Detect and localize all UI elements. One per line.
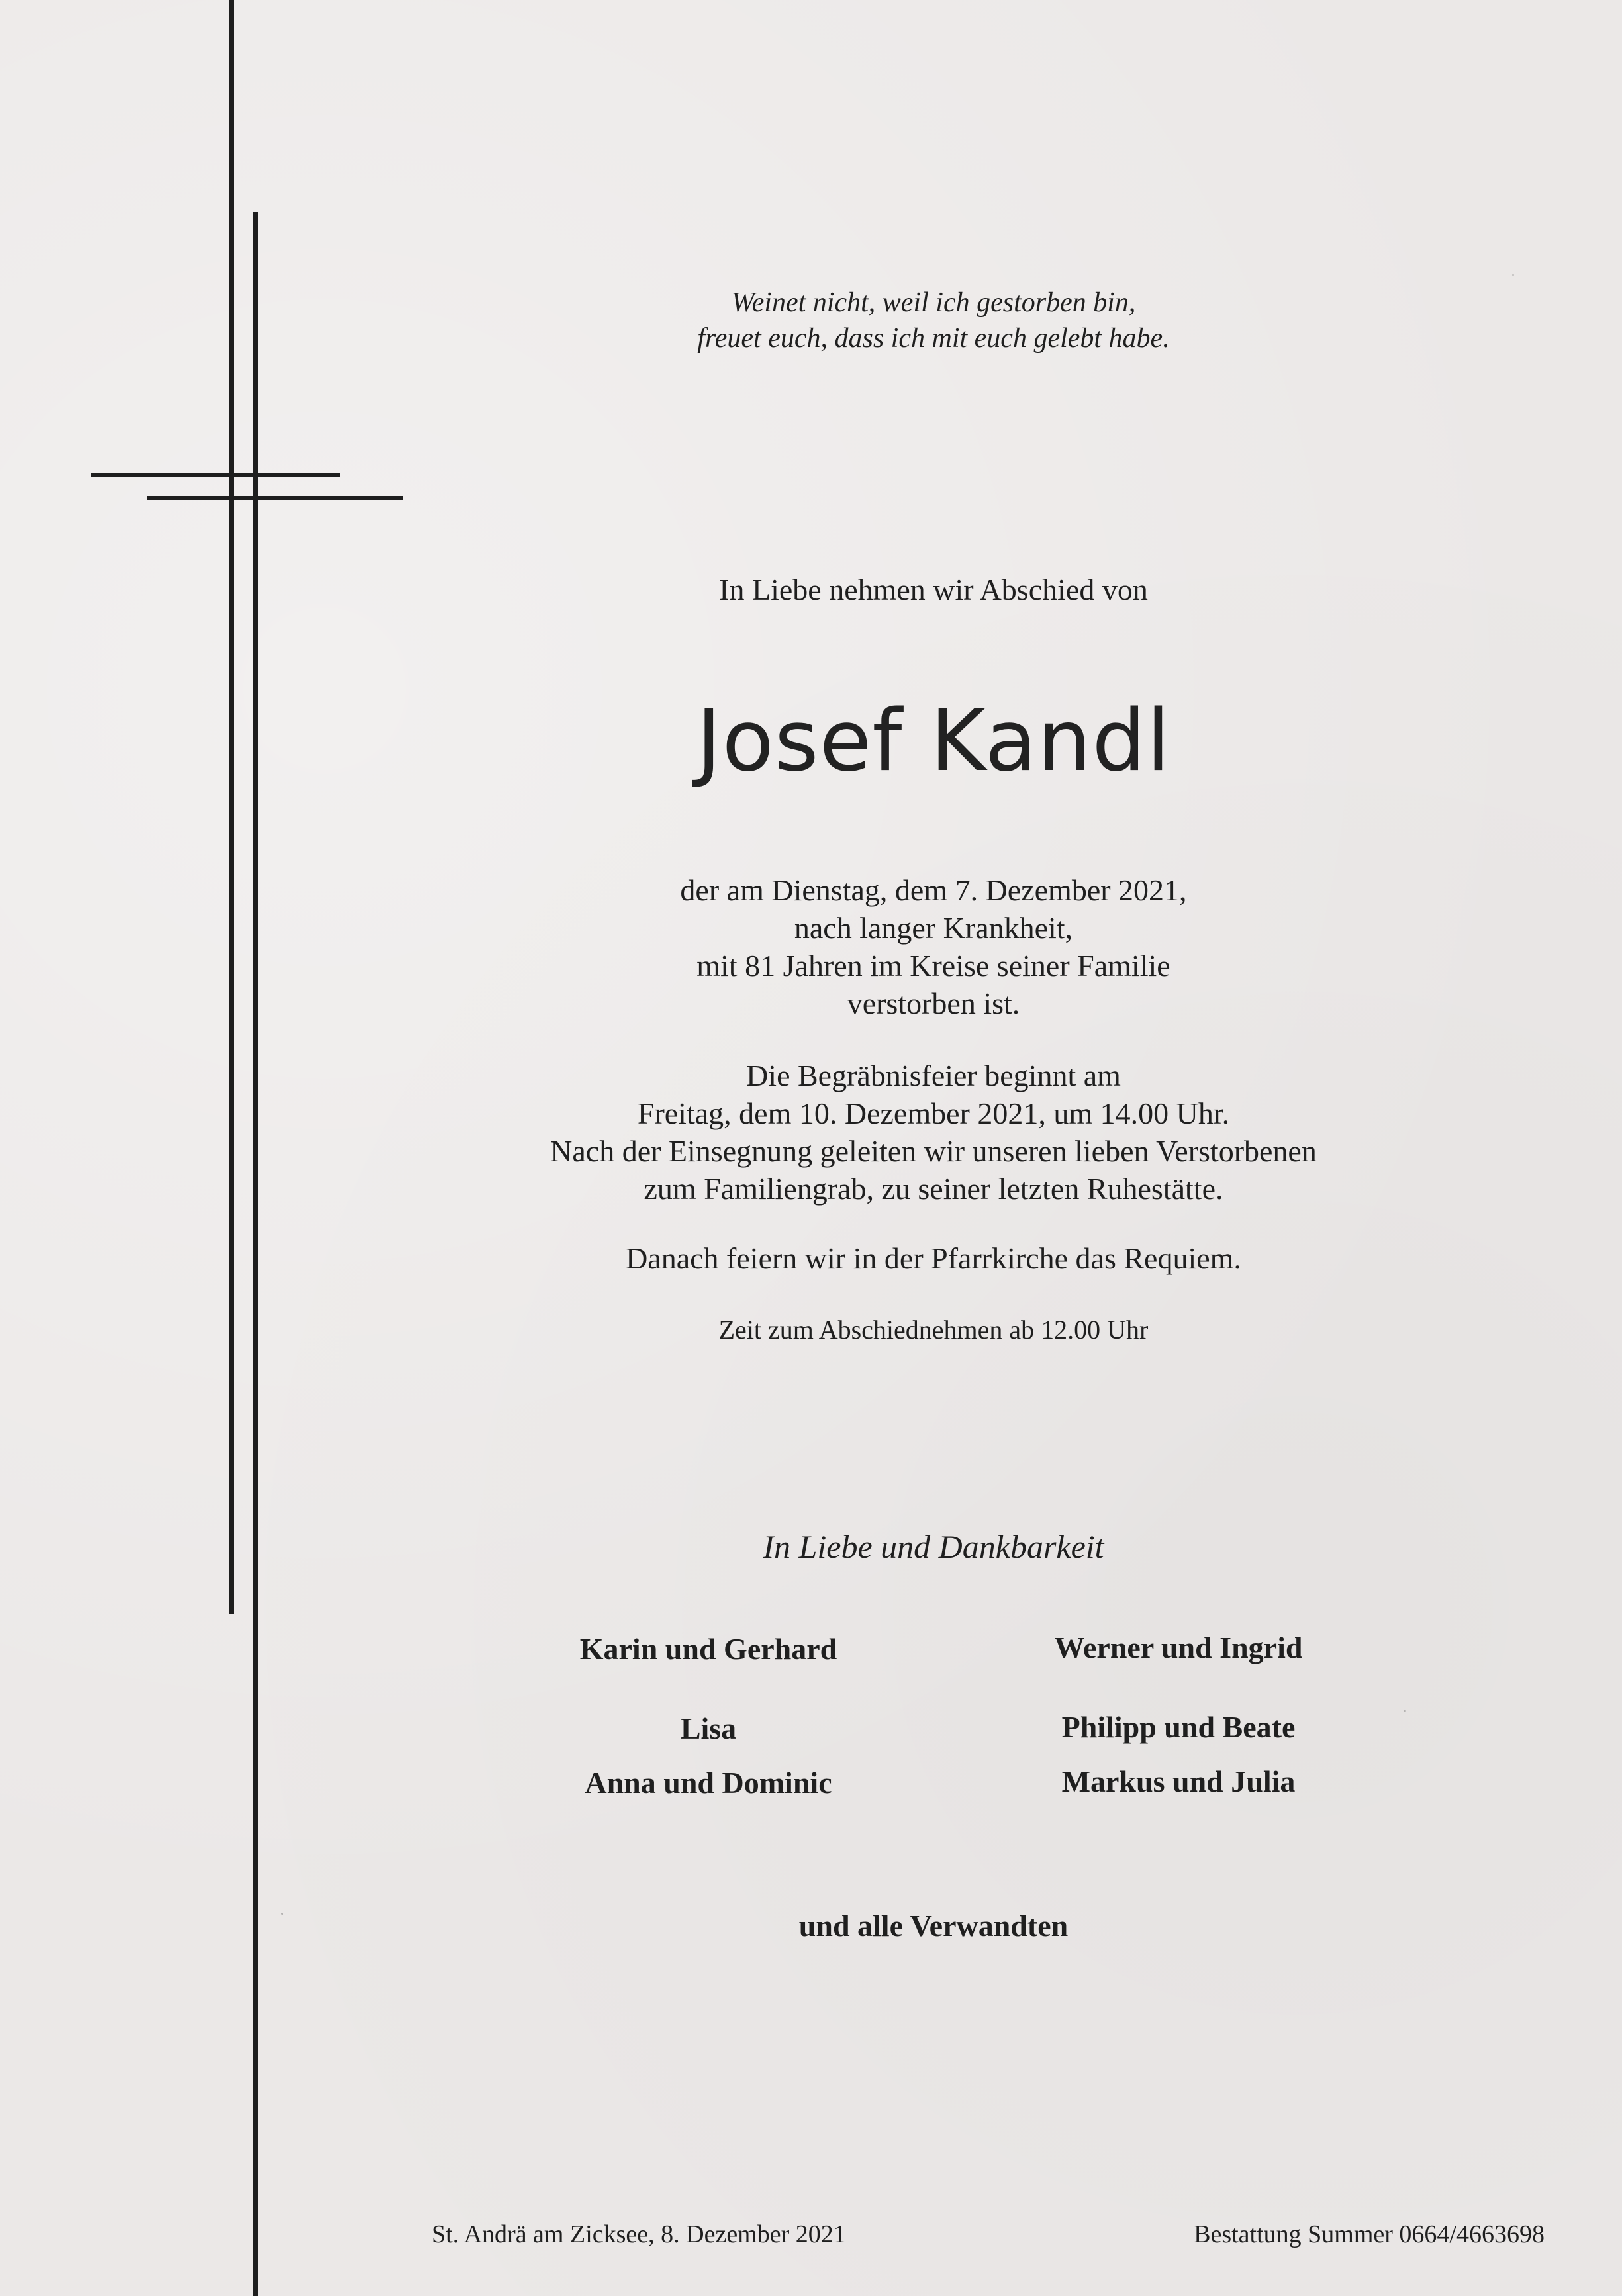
funeral-line-3: Nach der Einsegnung geleiten wir unseren lieben Verstorbenen [550, 1134, 1317, 1168]
memorial-quote [490, 285, 1377, 356]
quote-line-1: Weinet nicht, weil ich gestorben bin, [731, 287, 1136, 318]
cross-left-vertical-line [229, 0, 234, 1614]
cross-upper-bar [91, 473, 340, 477]
deceased-name: Josef Kandl [696, 692, 1171, 790]
death-notice-line-1: der am Dienstag, dem 7. Dezember 2021, [680, 873, 1187, 907]
death-notice [490, 871, 1377, 1022]
mourner-left-3: Anna und Dominic [585, 1766, 832, 1799]
mourner-right-2: Philipp und Beate [1061, 1710, 1296, 1744]
funeral-line-4: zum Familiengrab, zu seiner letzten Ruhestätte. [644, 1172, 1223, 1206]
requiem-notice: Danach feiern wir in der Pfarrkirche das Requiem. [626, 1241, 1241, 1275]
paper-speck [1404, 1710, 1406, 1712]
paper-speck [281, 1913, 283, 1915]
death-notice-line-4: verstorben ist. [847, 986, 1020, 1020]
funeral-details [490, 1057, 1377, 1208]
closing-phrase: In Liebe und Dankbarkeit [763, 1528, 1104, 1565]
death-notice-line-3: mit 81 Jahren im Kreise seiner Familie [696, 949, 1170, 982]
cross-lower-bar [147, 496, 403, 500]
farewell-intro: In Liebe nehmen wir Abschied von [719, 573, 1148, 606]
footer-place-date: St. Andrä am Zicksee, 8. Dezember 2021 [432, 2221, 846, 2248]
mourner-left-2: Lisa [680, 1711, 737, 1745]
death-notice-line-2: nach langer Krankheit, [794, 911, 1073, 945]
farewell-time: Zeit zum Abschiednehmen ab 12.00 Uhr [718, 1315, 1149, 1345]
funeral-line-2: Freitag, dem 10. Dezember 2021, um 14.00 Uhr. [637, 1096, 1230, 1130]
funeral-line-1: Die Begräbnisfeier beginnt am [746, 1059, 1121, 1092]
mourner-right-1: Werner und Ingrid [1054, 1631, 1303, 1664]
quote-line-2: freuet euch, dass ich mit euch gelebt habe. [697, 323, 1170, 354]
mourner-left-1: Karin und Gerhard [579, 1632, 837, 1666]
relatives-line: und alle Verwandten [798, 1909, 1069, 1942]
cross-right-vertical-line [253, 212, 258, 2296]
footer-undertaker: Bestattung Summer 0664/4663698 [1194, 2221, 1545, 2248]
paper-speck [1512, 274, 1514, 276]
mourner-right-3: Markus und Julia [1061, 1764, 1296, 1798]
